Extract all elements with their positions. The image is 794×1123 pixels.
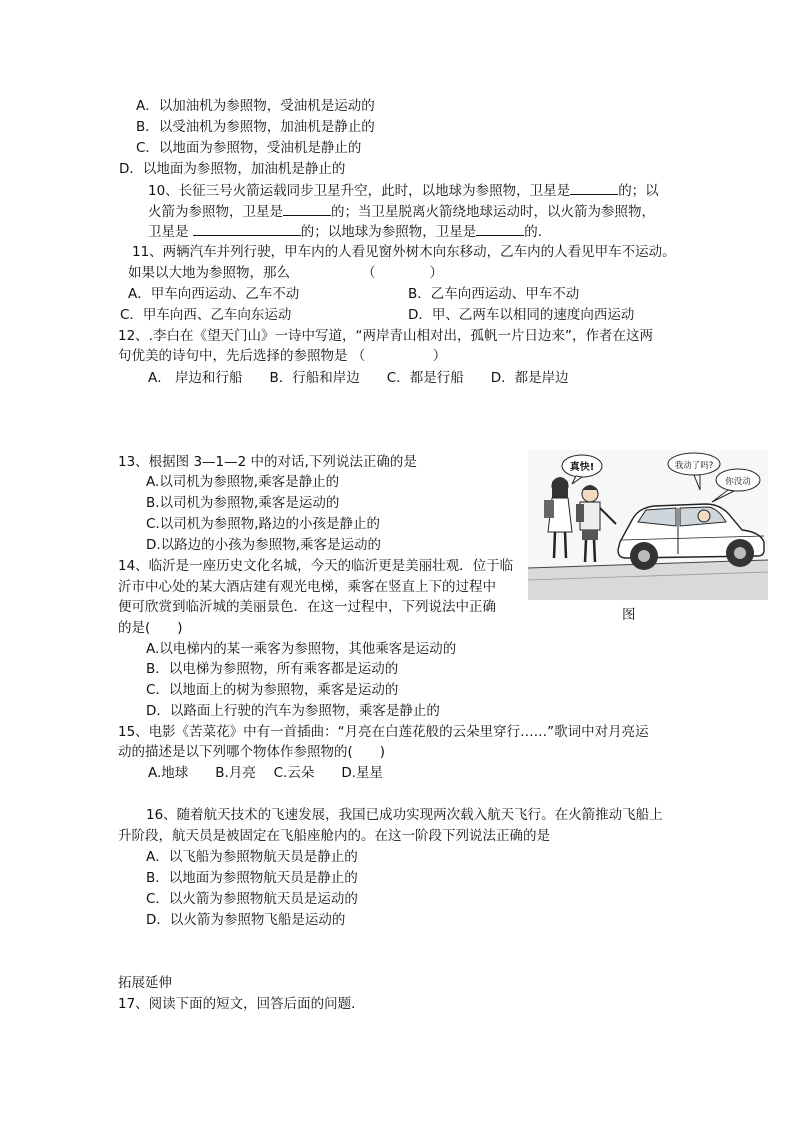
q12-options: A． 岸边和行船 B．行船和岸边 C．都是行船 D．都是岸边 xyxy=(148,370,569,386)
answer-paren: （ ） xyxy=(362,265,443,281)
q9-option-c: C．以地面为参照物，受油机是静止的 xyxy=(136,140,362,156)
q15-options: A.地球 B.月亮 C.云朵 D.星星 xyxy=(148,765,384,781)
bubble-you-did-not-move: 你没动 xyxy=(725,477,751,487)
q9-option-a: A．以加油机为参照物，受油机是运动的 xyxy=(136,98,375,114)
q9-option-b: B．以受油机为参照物，加油机是静止的 xyxy=(136,119,375,135)
q10-text: 火箭为参照物，卫星是 xyxy=(148,204,283,220)
q14-option-d: D．以路面上行驶的汽车为参照物，乘客是静止的 xyxy=(146,703,440,719)
q14-stem-2: 沂市中心处的某大酒店建有观光电梯，乘客在竖直上下的过程中 xyxy=(118,579,496,595)
q17-stem: 17、阅读下面的短文，回答后面的问题． xyxy=(118,996,365,1012)
answer-blank xyxy=(476,221,524,236)
q14-option-c: C．以地面上的树为参照物，乘客是运动的 xyxy=(146,682,399,698)
bubble-did-i-move: 我动了吗? xyxy=(674,461,714,471)
q10-text: 卫星是 xyxy=(148,224,189,240)
q14-option-a: A.以电梯内的某一乘客为参照物，其他乘客是运动的 xyxy=(146,641,457,657)
q10-text: 的. xyxy=(524,224,543,240)
q10-line-3 xyxy=(148,221,542,242)
section-heading-extension: 拓展延伸 xyxy=(118,975,172,991)
q10-text: 10、长征三号火箭运载同步卫星升空，此时，以地球为参照物，卫星是 xyxy=(148,183,571,199)
q13-stem: 13、根据图 3—1—2 中的对话,下列说法正确的是 xyxy=(118,454,417,470)
q16-stem-2: 升阶段，航天员是被固定在飞船座舱内的。在这一阶段下列说法正确的是 xyxy=(118,828,550,844)
q11-option-a: A．甲车向西运动、乙车不动 xyxy=(128,286,300,302)
car-illustration xyxy=(528,450,768,600)
q16-stem-1: 16、随着航天技术的飞速发展，我国已成功实现两次载入航天飞行。在火箭推动飞船上 xyxy=(146,807,663,823)
figure-caption: 图 xyxy=(622,607,636,623)
bubble-fast: 真快! xyxy=(569,462,595,473)
q16-option-c: C．以火箭为参照物航天员是运动的 xyxy=(146,891,358,907)
answer-blank xyxy=(193,221,301,236)
q14-stem-3: 便可欣赏到临沂城的美丽景色．在这一过程中，下列说法中正确 xyxy=(118,599,496,615)
q10-text: 的；以地球为参照物，卫星是 xyxy=(300,224,477,240)
q11-stem-2 xyxy=(128,263,443,283)
q10-line-2 xyxy=(148,201,655,222)
q11-stem-text: 如果以大地为参照物，那么 xyxy=(128,265,290,281)
answer-blank xyxy=(283,201,331,216)
q13-option-b: B.以司机为参照物,乘客是运动的 xyxy=(146,495,340,511)
q15-stem-1: 15、电影《苦菜花》中有一首插曲：“月亮在白莲花般的云朵里穿行……”歌词中对月亮运 xyxy=(118,724,649,740)
q16-option-b: B．以地面为参照物航天员是静止的 xyxy=(146,870,358,886)
answer-blank xyxy=(570,180,618,195)
q16-option-a: A．以飞船为参照物航天员是静止的 xyxy=(146,849,358,865)
q9-option-d: D．以地面为参照物，加油机是静止的 xyxy=(119,161,346,177)
q14-option-b: B．以电梯为参照物，所有乘客都是运动的 xyxy=(146,661,399,677)
q12-stem-2: 句优美的诗句中，先后选择的参照物是 （ ） xyxy=(118,348,447,364)
q14-stem-1: 14、临沂是一座历史文化名城，今天的临沂更是美丽壮观．位于临 xyxy=(118,558,514,574)
q15-stem-2: 动的描述是以下列哪个物体作参照物的( ) xyxy=(118,744,386,760)
q11-option-b: B．乙车向西运动、甲车不动 xyxy=(408,286,580,302)
q13-option-c: C.以司机为参照物,路边的小孩是静止的 xyxy=(146,516,381,532)
q11-option-c: C．甲车向西、乙车向东运动 xyxy=(120,307,292,323)
q10-text: 的；以 xyxy=(618,183,659,199)
q13-option-a: A.以司机为参照物,乘客是静止的 xyxy=(146,474,340,490)
q14-stem-4: 的是( ) xyxy=(118,620,183,636)
car-dialogue-figure xyxy=(528,450,768,600)
q10-text: 的；当卫星脱离火箭绕地球运动时，以火箭为参照物， xyxy=(331,204,655,220)
q11-option-d: D．甲、乙两车以相同的速度向西运动 xyxy=(408,307,635,323)
q12-stem-1: 12、.李白在《望天门山》一诗中写道，“两岸青山相对出，孤帆一片日边来”，作者在这两 xyxy=(118,328,653,344)
q16-option-d: D．以火箭为参照物飞船是运动的 xyxy=(146,912,346,928)
q11-stem-1: 11、两辆汽车并列行驶，甲车内的人看见窗外树木向东移动，乙车内的人看见甲车不运动。 xyxy=(132,244,676,260)
q10-line-1 xyxy=(148,180,659,201)
q13-option-d: D.以路边的小孩为参照物,乘客是运动的 xyxy=(146,537,381,553)
